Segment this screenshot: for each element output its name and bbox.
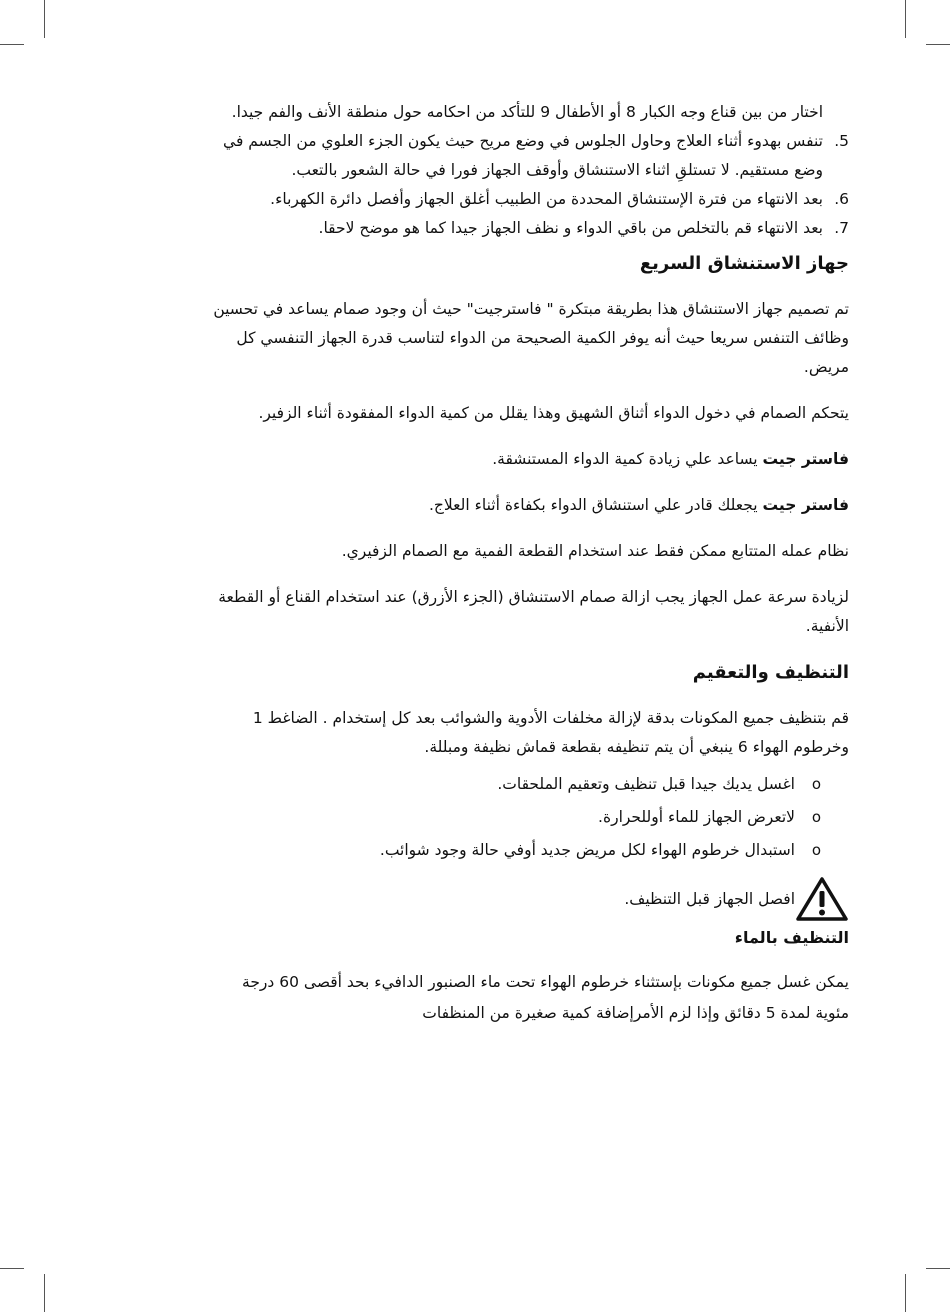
list-item	[212, 214, 849, 243]
document-page	[212, 98, 849, 1029]
crop-mark	[44, 1274, 45, 1312]
paragraph: فاستر جيت يجعلك قادر علي استنشاق الدواء بكفاءة أثناء العلاج.	[428, 496, 849, 514]
paragraph: تم تصميم جهاز الاستنشاق هذا بطريقة مبتكرة " فاسترجيت" حيث أن وجود صمام يساعد في تحسين وظائف التنفس سريعا حيث أنه يوفر الكمية الصحيحة من الدواء لتناسب قدرة الجهاز التنفسي كل مريض.	[213, 300, 849, 376]
cleaning-bullets	[212, 768, 849, 867]
crop-mark	[926, 1268, 950, 1269]
paragraph: نظام عمله المتتابع ممكن فقط عند استخدام القطعة الفمية مع الصمام الزفيري.	[341, 542, 849, 560]
crop-mark	[926, 44, 950, 45]
step-text: بعد الانتهاء قم بالتخلص من باقي الدواء و نظف الجهاز جيدا كما هو موضح لاحقا.	[318, 219, 823, 237]
bullet-marker: o	[811, 775, 821, 793]
paragraph: يتحكم الصمام في دخول الدواء أثناق الشهيق وهذا يقلل من كمية الدواء المفقودة أثناء الزفير.	[258, 404, 849, 422]
step-number: 6.	[834, 190, 849, 208]
step-number: 7.	[834, 219, 849, 237]
brand-name: فاستر جيت	[762, 496, 849, 514]
paragraph: فاستر جيت يساعد علي زيادة كمية الدواء المستنشقة.	[492, 450, 849, 468]
paragraph: قم بتنظيف جميع المكونات بدقة لإزالة مخلفات الأدوية والشوائب بعد كل إستخدام . الضاغط 1 وخرطوم الهواء 6 ينبغي أن يتم تنظيفه بقطعة قماش نظيفة ومبللة.	[252, 709, 849, 756]
paragraph: لزيادة سرعة عمل الجهاز يجب ازالة صمام الاستنشاق (الجزء الأزرق) عند استخدام القناع أو القطعة الأنفية.	[218, 588, 849, 635]
list-item: o اغسل يديك جيدا قبل تنظيف وتعقيم الملحقات.	[212, 768, 849, 801]
list-item: o لاتعرض الجهاز للماء أوللحرارة.	[212, 801, 849, 834]
section-heading: التنظيف والتعقيم	[692, 662, 849, 683]
crop-mark	[0, 1268, 24, 1269]
list-item: اختار من بين قناع وجه الكبار 8 أو الأطفال 9 للتأكد من احكامه حول منطقة الأنف والفم جيدا.	[231, 103, 823, 121]
step-text: بعد الانتهاء من فترة الإستنشاق المحددة من الطبيب أغلق الجهاز وأفصل دائرة الكهرباء.	[270, 190, 823, 208]
step-number: 5.	[834, 132, 849, 150]
usage-steps-list	[212, 98, 849, 243]
brand-name: فاستر جيت	[762, 450, 849, 468]
warning-text: افصل الجهاز قبل التنظيف.	[624, 889, 795, 908]
list-item	[212, 185, 849, 214]
list-item: o استبدال خرطوم الهواء لكل مريض جديد أوفي حالة وجود شوائب.	[212, 834, 849, 867]
list-item	[212, 127, 849, 185]
section-heading: جهاز الاستنشاق السريع	[639, 253, 849, 274]
subheading: التنظيف بالماء	[734, 928, 849, 947]
crop-mark	[905, 0, 906, 38]
warning-note	[212, 875, 849, 923]
crop-mark	[905, 1274, 906, 1312]
warning-triangle-icon	[795, 876, 849, 922]
bullet-marker: o	[811, 808, 821, 826]
crop-mark	[44, 0, 45, 38]
bullet-marker: o	[811, 841, 821, 859]
crop-mark	[0, 44, 24, 45]
step-text: تنفس بهدوء أثناء العلاج وحاول الجلوس في وضع مريح حيث يكون الجزء العلوي من الجسم في وضع مستقيم. لا تستلقِ اثناء الاستنشاق وأوقف الجهاز فورا في حالة الشعور بالتعب.	[223, 132, 823, 179]
paragraph: يمكن غسل جميع مكونات بإستثناء خرطوم الهواء تحت ماء الصنبور الدافيء بحد أقصى 60 درجة مئوية لمدة 5 دقائق وإذا لزم الأمرإضافة كمية صغيرة من المنظفات	[242, 973, 849, 1022]
